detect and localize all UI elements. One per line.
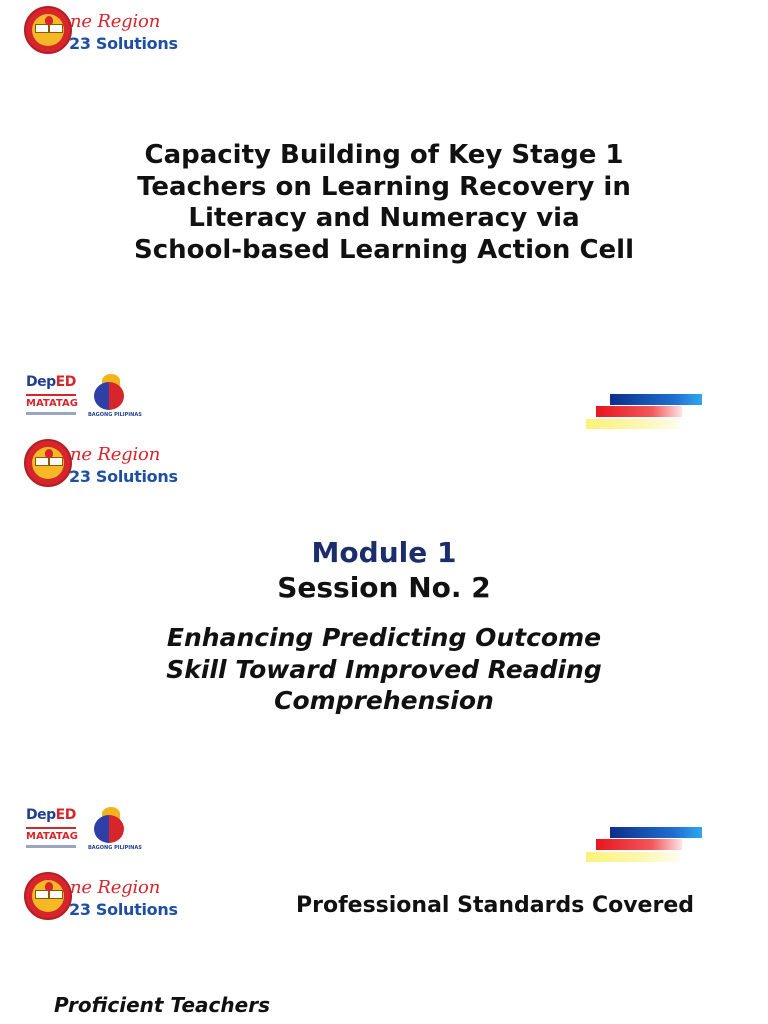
decorative-stripes <box>586 827 706 865</box>
title-line: School-based Learning Action Cell <box>133 234 634 265</box>
decorative-stripes <box>586 394 706 432</box>
module-title: Module 1 <box>311 536 457 569</box>
matatag-text: MATATAG <box>26 398 78 409</box>
brand-line1: ne Region <box>70 11 161 32</box>
bagong-pilipinas-logo <box>88 807 142 855</box>
emblem-icon <box>94 815 124 843</box>
title-line: Literacy and Numeracy via <box>188 203 580 233</box>
title-line: Teachers on Learning Recovery in <box>137 171 631 202</box>
slide-1 <box>0 0 768 433</box>
slide-title <box>84 140 684 266</box>
title-line: Capacity Building of Key Stage 1 <box>144 140 624 170</box>
session-subtitle <box>104 622 664 717</box>
one-region-logo <box>24 6 194 58</box>
deped-wordmark: DepED <box>26 374 76 390</box>
session-title: Session No. 2 <box>277 571 491 604</box>
subtitle-line: Enhancing Predicting Outcome <box>166 623 602 652</box>
deped-wordmark: DepED <box>26 807 76 823</box>
one-region-logo <box>24 872 194 924</box>
brand-line1: ne Region <box>70 444 161 465</box>
matatag-text: MATATAG <box>26 831 78 842</box>
seal-icon <box>24 439 72 487</box>
standards-title: Professional Standards Covered <box>296 893 694 918</box>
bagong-pilipinas-text: BAGONG PILIPINAS <box>88 845 142 851</box>
brand-line2: 23 Solutions <box>69 467 178 486</box>
subtitle-line: Skill Toward Improved Reading <box>166 654 602 684</box>
deped-matatag-logo <box>26 805 80 855</box>
emblem-icon <box>94 382 124 410</box>
slide-2 <box>0 433 768 866</box>
bagong-pilipinas-text: BAGONG PILIPINAS <box>88 412 142 418</box>
seal-icon <box>24 6 72 54</box>
seal-icon <box>24 872 72 920</box>
subtitle-line: Comprehension <box>274 686 494 715</box>
standards-subtitle: Proficient Teachers <box>54 993 270 1017</box>
brand-line2: 23 Solutions <box>69 34 178 53</box>
slide-3 <box>0 866 768 1024</box>
one-region-logo <box>24 439 194 491</box>
deped-matatag-logo <box>26 372 80 422</box>
brand-line2: 23 Solutions <box>69 900 178 919</box>
brand-line1: ne Region <box>70 877 161 898</box>
bagong-pilipinas-logo <box>88 374 142 422</box>
